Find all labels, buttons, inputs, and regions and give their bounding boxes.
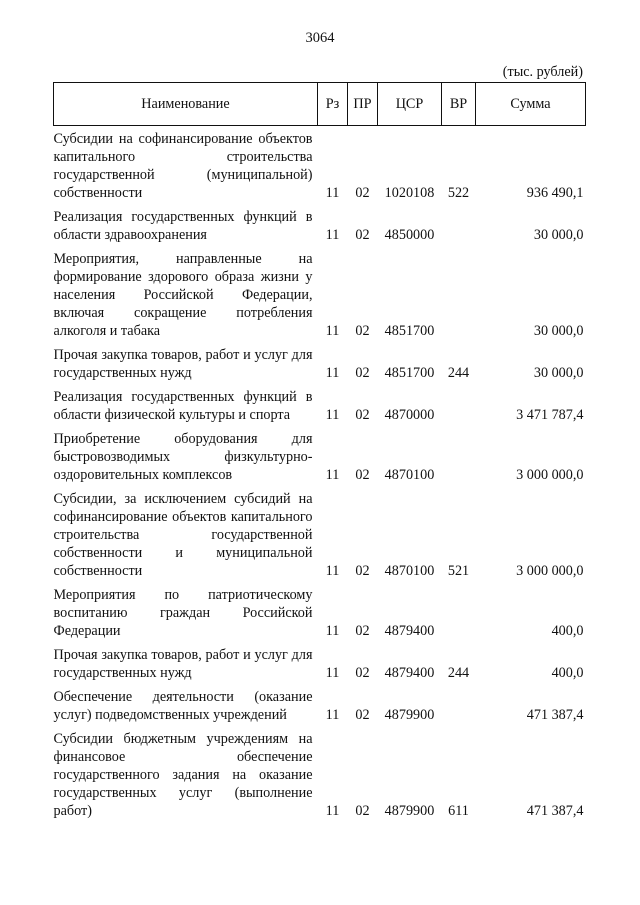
row-csr: 4870000 bbox=[384, 407, 435, 423]
row-name: Субсидии, за исключением субсидий на софинансирование объектов капитального строительства государственной собственности и муниципальной собственности bbox=[53, 491, 313, 579]
row-name: Прочая закупка товаров, работ и услуг для государственных нужд bbox=[53, 647, 313, 681]
row-sum: 30 000,0 bbox=[533, 365, 584, 381]
row-name: Прочая закупка товаров, работ и услуг для государственных нужд bbox=[53, 347, 313, 381]
row-rz: 11 bbox=[325, 665, 340, 681]
row-pr: 02 bbox=[355, 707, 370, 723]
table-row bbox=[54, 642, 586, 684]
row-sum: 30 000,0 bbox=[533, 227, 584, 243]
row-rz: 11 bbox=[325, 467, 340, 483]
row-pr: 02 bbox=[355, 803, 370, 819]
row-sum: 3 000 000,0 bbox=[516, 563, 584, 579]
row-pr: 02 bbox=[355, 185, 370, 201]
row-vr bbox=[442, 246, 476, 342]
row-csr: 4879900 bbox=[384, 707, 435, 723]
row-csr: 4879400 bbox=[384, 665, 435, 681]
row-name: Субсидии на софинансирование объектов капитального строительства государственной (муниципальной) собственности bbox=[53, 131, 313, 201]
row-sum: 3 471 787,4 bbox=[516, 407, 584, 423]
row-vr bbox=[442, 204, 476, 246]
table-row bbox=[54, 582, 586, 642]
header-name: Наименование bbox=[54, 83, 318, 126]
row-rz: 11 bbox=[325, 623, 340, 639]
row-name: Реализация государственных функций в области физической культуры и спорта bbox=[53, 389, 313, 423]
row-rz: 11 bbox=[325, 803, 340, 819]
page-number: 3064 bbox=[305, 30, 335, 46]
row-csr: 4850000 bbox=[384, 227, 435, 243]
header-pr: ПР bbox=[348, 83, 378, 126]
table-row bbox=[54, 246, 586, 342]
table-row bbox=[54, 486, 586, 582]
header-sum: Сумма bbox=[476, 83, 586, 126]
row-pr: 02 bbox=[355, 323, 370, 339]
row-rz: 11 bbox=[325, 323, 340, 339]
row-sum: 400,0 bbox=[551, 665, 584, 681]
units-label: (тыс. рублей) bbox=[502, 64, 583, 80]
row-vr bbox=[442, 384, 476, 426]
table-row bbox=[54, 204, 586, 246]
row-sum: 936 490,1 bbox=[526, 185, 584, 201]
row-rz: 11 bbox=[325, 407, 340, 423]
table-row bbox=[54, 726, 586, 822]
row-vr: 244 bbox=[447, 365, 470, 381]
row-vr: 244 bbox=[447, 665, 470, 681]
row-rz: 11 bbox=[325, 365, 340, 381]
row-name: Реализация государственных функций в области здравоохранения bbox=[53, 209, 313, 243]
table-row bbox=[54, 684, 586, 726]
header-vr: ВР bbox=[442, 83, 476, 126]
table-row bbox=[54, 426, 586, 486]
row-pr: 02 bbox=[355, 563, 370, 579]
row-name: Обеспечение деятельности (оказание услуг) подведомственных учреждений bbox=[53, 689, 313, 723]
row-name: Субсидии бюджетным учреждениям на финансовое обеспечение государственного задания на оказание государственных услуг (выполнение работ) bbox=[53, 731, 313, 819]
row-vr bbox=[442, 684, 476, 726]
row-pr: 02 bbox=[355, 227, 370, 243]
row-vr bbox=[442, 426, 476, 486]
row-vr: 521 bbox=[447, 563, 470, 579]
row-sum: 30 000,0 bbox=[533, 323, 584, 339]
header-rz: Рз bbox=[318, 83, 348, 126]
row-pr: 02 bbox=[355, 407, 370, 423]
header-csr: ЦСР bbox=[378, 83, 442, 126]
row-csr: 4879400 bbox=[384, 623, 435, 639]
row-rz: 11 bbox=[325, 227, 340, 243]
row-csr: 4870100 bbox=[384, 563, 435, 579]
table-row bbox=[54, 126, 586, 205]
row-pr: 02 bbox=[355, 623, 370, 639]
row-name: Мероприятия, направленные на формирование здорового образа жизни у населения Российской Федерации, включая сокращение потребления алкоголя и табака bbox=[53, 251, 313, 339]
row-csr: 4851700 bbox=[384, 323, 435, 339]
table-header-row bbox=[54, 83, 586, 126]
row-rz: 11 bbox=[325, 185, 340, 201]
row-name: Мероприятия по патриотическому воспитанию граждан Российской Федерации bbox=[53, 587, 313, 639]
row-name: Приобретение оборудования для быстровозводимых физкультурно-оздоровительных комплексов bbox=[53, 431, 313, 483]
row-pr: 02 bbox=[355, 665, 370, 681]
row-sum: 471 387,4 bbox=[526, 707, 584, 723]
table-row bbox=[54, 384, 586, 426]
row-sum: 471 387,4 bbox=[526, 803, 584, 819]
row-pr: 02 bbox=[355, 365, 370, 381]
row-vr bbox=[442, 582, 476, 642]
row-rz: 11 bbox=[325, 563, 340, 579]
row-vr: 522 bbox=[447, 185, 470, 201]
row-sum: 3 000 000,0 bbox=[516, 467, 584, 483]
table-row bbox=[54, 342, 586, 384]
budget-table bbox=[53, 82, 586, 822]
row-csr: 1020108 bbox=[384, 185, 435, 201]
row-csr: 4870100 bbox=[384, 467, 435, 483]
row-sum: 400,0 bbox=[551, 623, 584, 639]
row-rz: 11 bbox=[325, 707, 340, 723]
row-vr: 611 bbox=[448, 803, 469, 819]
row-pr: 02 bbox=[355, 467, 370, 483]
row-csr: 4879900 bbox=[384, 803, 435, 819]
row-csr: 4851700 bbox=[384, 365, 435, 381]
